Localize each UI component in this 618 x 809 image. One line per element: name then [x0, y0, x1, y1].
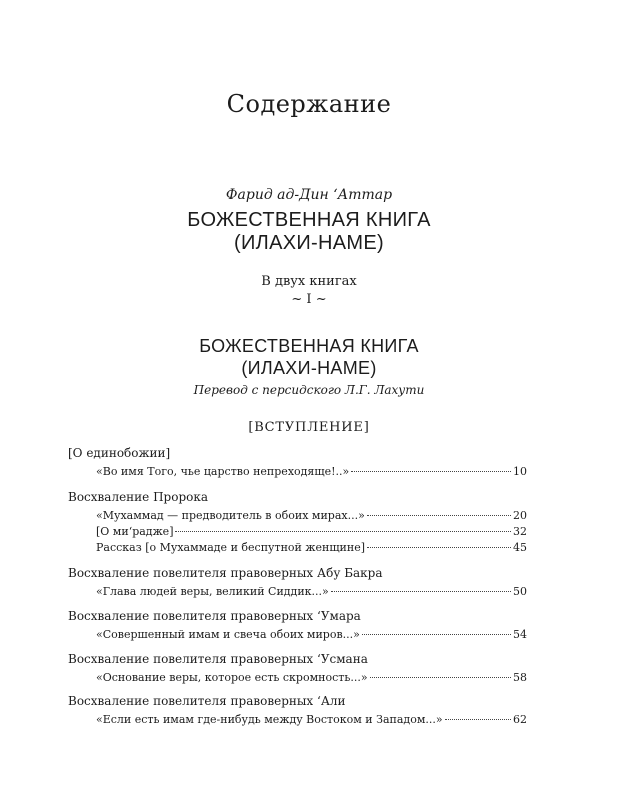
- toc-entry[interactable]: [96, 464, 527, 480]
- book-title-line-1: БОЖЕСТВЕННАЯ КНИГА: [199, 336, 419, 356]
- dot-leader: [367, 547, 511, 548]
- toc-entry-page: 45: [513, 541, 527, 554]
- main-title-line-1: БОЖЕСТВЕННАЯ КНИГА: [187, 209, 431, 231]
- toc-section-title[interactable]: Восхваление повелителя правоверных ‘Али: [68, 694, 346, 708]
- toc-entry-text: «Если есть имам где-нибудь между Востоком и Западом...»: [96, 713, 443, 726]
- dot-leader: [331, 591, 511, 592]
- toc-section-title[interactable]: Восхваление Пророка: [68, 490, 209, 504]
- dot-leader: [175, 531, 511, 532]
- toc-section: [68, 652, 527, 686]
- toc-entry-page: 50: [513, 585, 527, 598]
- dot-leader: [370, 677, 511, 678]
- toc-entry-text: «Во имя Того, чье царство непреходяще!..»: [96, 465, 350, 478]
- main-title-line-2: (ИЛАХИ-НАМЕ): [234, 232, 384, 254]
- toc-section-title[interactable]: Восхваление повелителя правоверных Абу Бакра: [68, 566, 383, 580]
- toc-entry[interactable]: [96, 540, 527, 556]
- toc-entry-page: 62: [513, 713, 527, 726]
- toc-entry-page: 58: [513, 671, 527, 684]
- toc-entry[interactable]: [96, 670, 527, 686]
- toc-entry[interactable]: [96, 508, 527, 524]
- toc-entry[interactable]: [96, 712, 527, 728]
- book-title-line-2: (ИЛАХИ-НАМЕ): [241, 358, 377, 378]
- toc-section-title[interactable]: [О единобожии]: [68, 446, 171, 460]
- toc-section: [68, 446, 527, 480]
- toc-entry-page: 54: [513, 628, 527, 641]
- toc-entry-text: «Совершенный имам и свеча обоих миров...»: [96, 628, 360, 641]
- toc-section: [68, 566, 527, 600]
- toc-entry[interactable]: [96, 627, 527, 643]
- dot-leader: [445, 719, 511, 720]
- book-number: ~ I ~: [291, 292, 327, 307]
- toc-section-title[interactable]: Восхваление повелителя правоверных ‘Усмана: [68, 652, 368, 666]
- toc-entry[interactable]: [96, 524, 527, 540]
- toc-entry-text: «Мухаммад — предводитель в обоих мирах...»: [96, 509, 365, 522]
- intro-label: [ВСТУПЛЕНИЕ]: [248, 420, 370, 435]
- toc-entry-text: «Основание веры, которое есть скромность...»: [96, 671, 368, 684]
- toc-entry-text: «Глава людей веры, великий Сиддик...»: [96, 585, 329, 598]
- toc-entry-page: 10: [513, 465, 527, 478]
- toc-section: [68, 609, 527, 643]
- dot-leader: [351, 471, 511, 472]
- dot-leader: [362, 634, 511, 635]
- author-name: Фарид ад-Дин ‘Аттар: [225, 187, 393, 203]
- page-title: Содержание: [226, 90, 392, 118]
- toc-section: [68, 694, 527, 728]
- toc-entry[interactable]: [96, 584, 527, 600]
- dot-leader: [367, 515, 511, 516]
- toc-entry-text: [О ми‘радже]: [96, 525, 174, 538]
- toc-section: [68, 490, 527, 556]
- toc-section-title[interactable]: Восхваление повелителя правоверных ‘Умара: [68, 609, 361, 623]
- toc-entry-text: Рассказ [о Мухаммаде и беспутной женщине]: [96, 541, 366, 554]
- translation-note: Перевод с персидского Л.Г. Лахути: [193, 383, 425, 397]
- toc-entry-page: 20: [513, 509, 527, 522]
- books-note: В двух книгах: [261, 274, 357, 289]
- toc-entry-page: 32: [513, 525, 527, 538]
